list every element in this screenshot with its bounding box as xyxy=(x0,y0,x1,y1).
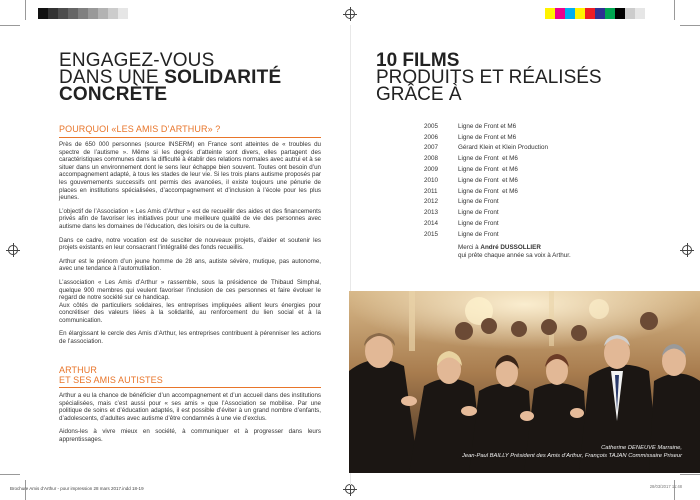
registration-mark-right xyxy=(682,245,692,255)
section-body-arthur xyxy=(59,392,321,450)
film-row xyxy=(424,229,608,240)
film-producer: Ligne de Front xyxy=(458,198,499,206)
film-producer: Ligne de Front et M6 xyxy=(458,122,517,130)
paragraph: Arthur est le prénom d’un jeune homme de 28 ans, autiste sévère, mutique, pas autonome, avec une tendance à l’automutilation. xyxy=(59,257,321,273)
title-bold-text: CONCRÈTE xyxy=(59,84,168,105)
paragraph: Près de 650 000 personnes (source INSERM) en France sont atteintes de « troubles du spectre de l’autisme ». Même si les degrés d’atteinte sont divers, elles partagent des caractéristiques communes dans la difficulté à établir des relations normales avec autrui et à se situer dans un environnement dont le sens leur échappe bien souvent. Toutes ont besoin d’un accompagnement adapté, à tous les stades de leur vie. Si les trois plans autisme proposés par les gouvernements successifs ont permis des avancées, il existe toujours une pénurie de places en institutions spécialisées, d’accompagnement et d’inclusion à l’école pour les plus jeunes. xyxy=(59,141,321,202)
title-bold-text: SOLIDARITÉ xyxy=(164,67,282,88)
photo-caption xyxy=(462,445,682,460)
section-heading-arthur xyxy=(59,365,321,388)
paragraph: L’objectif de l’Association « Les Amis d’Arthur » est de recueillir des aides et des financements privés afin de favoriser les initiatives pour une meilleure qualité de vie des personnes avec autisme dans les domaines de l’éducation, des loisirs ou de la culture. xyxy=(59,207,321,230)
caption-line: Catherine DENEUVE Marraine, xyxy=(601,445,682,451)
film-year: 2008 xyxy=(424,155,439,163)
film-producer: Ligne de Front xyxy=(458,230,499,238)
color-swatch xyxy=(615,8,625,19)
crop-mark xyxy=(674,0,675,20)
color-swatch xyxy=(58,8,68,19)
paragraph: Arthur a eu la chance de bénéficier d’un accompagnement et d’un accueil dans des institutions spécialisées, mais c’est aussi pour « ses amis » que l’Association se mobilise. Par une politique de soins et d’éducation adaptés, il est possible d’éviter à un grand nombre d’enfants, d’adolescents, d’adultes avec autisme d’être condamnés à une vie d’exclus. xyxy=(59,392,321,422)
film-producer: Ligne de Front xyxy=(458,220,499,228)
color-swatch xyxy=(545,8,555,19)
right-page-title xyxy=(376,52,666,103)
film-producer: Ligne de Front et M6 xyxy=(458,155,518,163)
film-row xyxy=(424,197,608,208)
film-year: 2011 xyxy=(424,187,438,195)
film-producer: Ligne de Front et M6 xyxy=(458,176,518,184)
color-bar xyxy=(545,8,645,19)
title-line: 10 FILMS xyxy=(376,50,460,71)
print-timestamp: 28/03/2017 11:48 xyxy=(649,484,682,489)
film-row xyxy=(424,186,608,197)
color-swatch xyxy=(48,8,58,19)
title-line: ENGAGEZ-VOUS xyxy=(59,50,215,71)
film-row xyxy=(424,218,608,229)
film-year: 2005 xyxy=(424,122,439,130)
paragraph: Aidons-les à vivre mieux en société, à communiquer et à progresser dans leurs apprentissages. xyxy=(59,428,321,443)
paragraph: Dans ce cadre, notre vocation est de susciter de nouveaux projets, d’aider et soutenir les projets existants en leur consacrant l’intégralité des fonds recueillis. xyxy=(59,236,321,252)
film-year: 2007 xyxy=(424,144,439,152)
film-producer: Ligne de Front et M6 xyxy=(458,187,518,195)
file-slug: Brochure Amis d’Arthur - pour impression 28 mars 2017.indd 18-19 xyxy=(10,486,144,491)
color-swatch xyxy=(88,8,98,19)
crop-mark xyxy=(680,474,700,475)
section-body-pourquoi xyxy=(59,141,321,352)
title-regular-text: DANS UNE xyxy=(59,67,165,88)
film-producer: Ligne de Front xyxy=(458,209,499,217)
film-producer: Ligne de Front et M6 xyxy=(458,133,517,141)
film-producer: Gérard Klein et Klein Production xyxy=(458,144,548,152)
film-row xyxy=(424,143,608,154)
film-year: 2009 xyxy=(424,166,439,174)
color-swatch xyxy=(635,8,645,19)
color-swatch xyxy=(595,8,605,19)
color-swatch xyxy=(78,8,88,19)
paragraph: En élargissant le cercle des Amis d’Arthur, les entreprises contribuent à pérenniser les actions de l’association. xyxy=(59,330,321,346)
title-line: PRODUITS ET RÉALISÉS xyxy=(376,67,602,88)
films-table xyxy=(424,121,608,240)
registration-mark-top xyxy=(345,9,355,19)
thanks-note xyxy=(458,244,571,260)
color-swatch xyxy=(38,8,48,19)
paragraph: L’association « Les Amis d’Arthur » rassemble, sous la présidence de Thibaud Simphal, quelque 900 membres qui veulent favoriser l’inclusion de ces personnes et faire évoluer le regard de notre société sur ce handicap. Aux côtés de particuliers solidaires, les entreprises impliquées allient leurs énergies pour concrétiser des valeurs liées à la solidarité, au renforcement du lien social et à la communication. xyxy=(59,278,321,324)
heading-line: ET SES AMIS AUTISTES xyxy=(59,375,321,388)
film-year: 2012 xyxy=(424,198,439,206)
film-year: 2006 xyxy=(424,133,439,141)
film-year: 2015 xyxy=(424,230,439,238)
grayscale-bar xyxy=(38,8,138,19)
crop-mark xyxy=(0,474,20,475)
crop-mark xyxy=(25,0,26,20)
left-page-title xyxy=(59,52,339,103)
registration-mark-bottom xyxy=(345,484,355,494)
film-row xyxy=(424,153,608,164)
caption-line: Jean-Paul BAILLY Président des Amis d’Arthur, François TAJAN Commissaire Priseur xyxy=(461,452,682,459)
crop-mark xyxy=(680,25,700,26)
film-row xyxy=(424,164,608,175)
color-swatch xyxy=(625,8,635,19)
film-year: 2013 xyxy=(424,209,439,217)
color-swatch xyxy=(108,8,118,19)
film-row xyxy=(424,132,608,143)
film-row xyxy=(424,207,608,218)
thanks-line: qui prête chaque année sa voix à Arthur. xyxy=(458,252,571,259)
thanks-line xyxy=(458,244,571,252)
thanks-name: André DUSSOLLIER xyxy=(480,244,541,251)
film-year: 2010 xyxy=(424,176,439,184)
thanks-prefix: Merci à xyxy=(458,244,481,251)
crop-mark xyxy=(0,25,20,26)
color-swatch xyxy=(555,8,565,19)
color-swatch xyxy=(68,8,78,19)
color-swatch xyxy=(585,8,595,19)
section-heading-pourquoi: POURQUOI «LES AMIS D’ARTHUR» ? xyxy=(59,124,321,138)
registration-mark-left xyxy=(8,245,18,255)
color-swatch xyxy=(128,8,138,19)
title-line: GRÂCE À xyxy=(376,84,462,105)
film-row xyxy=(424,121,608,132)
film-producer: Ligne de Front et M6 xyxy=(458,166,518,174)
color-swatch xyxy=(118,8,128,19)
film-row xyxy=(424,175,608,186)
title-line xyxy=(59,86,339,103)
crop-mark xyxy=(674,480,675,500)
color-swatch xyxy=(575,8,585,19)
color-swatch xyxy=(605,8,615,19)
heading-line: ARTHUR xyxy=(59,365,97,375)
color-swatch xyxy=(98,8,108,19)
color-swatch xyxy=(565,8,575,19)
film-year: 2014 xyxy=(424,220,439,228)
